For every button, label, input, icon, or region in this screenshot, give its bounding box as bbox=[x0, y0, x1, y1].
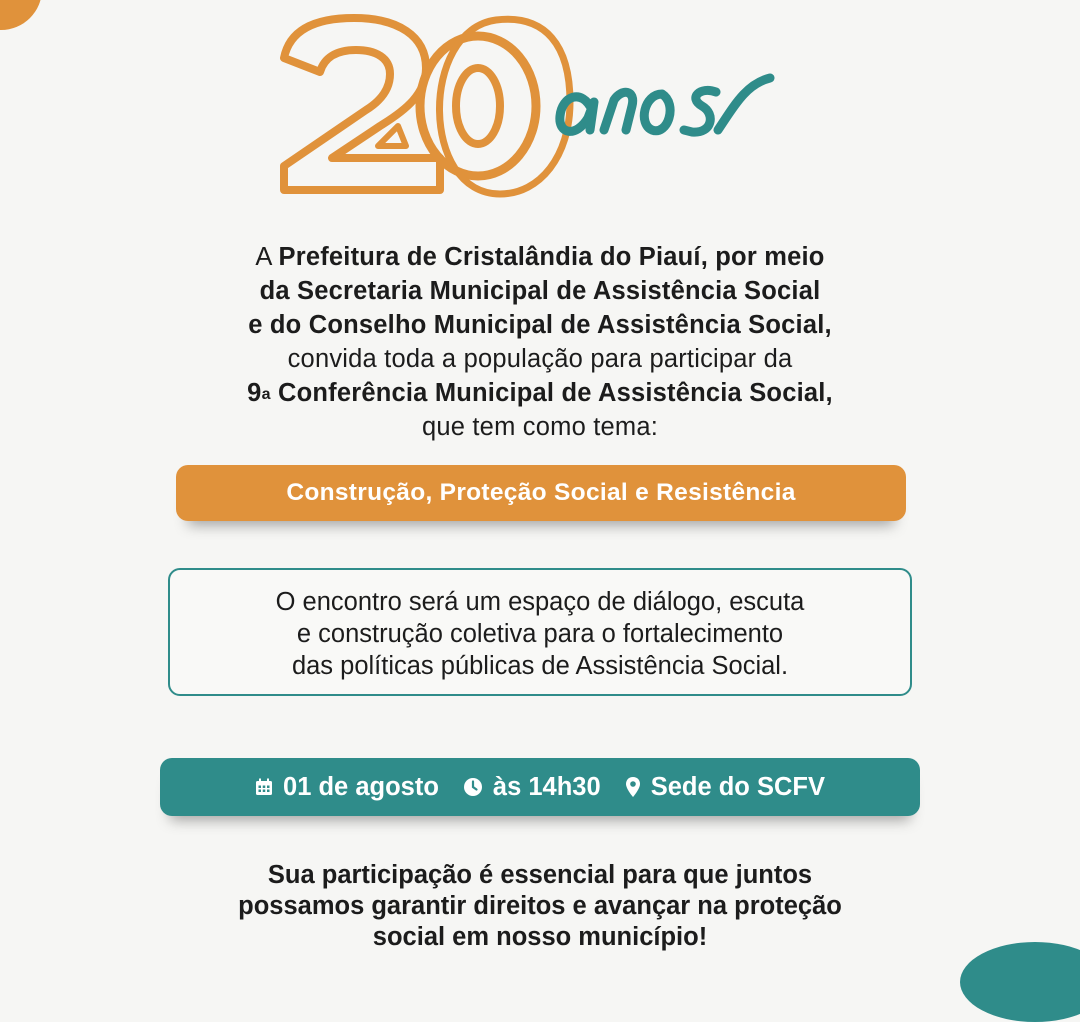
theme-banner bbox=[176, 465, 906, 521]
closing-line-3: social em nosso município! bbox=[372, 923, 708, 951]
event-date bbox=[255, 773, 439, 802]
event-date-text: 01 de agosto bbox=[283, 772, 439, 801]
intro-prefix: A bbox=[255, 243, 279, 271]
invitation-text bbox=[120, 240, 960, 444]
corner-decoration-teal bbox=[960, 942, 1080, 1022]
description-line-2: e construção coletiva para o fortalecimento bbox=[296, 620, 784, 648]
clock-icon bbox=[463, 777, 483, 797]
event-info-bar bbox=[160, 758, 920, 816]
conference-number: 9 bbox=[247, 379, 262, 407]
intro-organization: Prefeitura de Cristalândia do Piauí, por meio bbox=[278, 243, 825, 271]
calendar-icon bbox=[255, 778, 273, 796]
description-line-1: O encontro será um espaço de diálogo, escuta bbox=[275, 588, 805, 616]
closing-message bbox=[120, 860, 960, 953]
theme-label: Construção, Proteção Social e Resistência bbox=[286, 479, 796, 506]
intro-line-4: convida toda a população para participar da bbox=[287, 345, 793, 373]
intro-line-2: da Secretaria Municipal de Assistência Social bbox=[259, 277, 821, 305]
event-time bbox=[463, 773, 601, 802]
event-time-text: às 14h30 bbox=[492, 772, 601, 801]
intro-line-3: e do Conselho Municipal de Assistência Social, bbox=[248, 311, 832, 339]
event-location-text: Sede do SCFV bbox=[650, 772, 825, 801]
location-pin-icon bbox=[625, 776, 641, 798]
anniversary-logo bbox=[270, 6, 830, 206]
conference-ordinal: a bbox=[261, 386, 271, 403]
intro-line-6: que tem como tema: bbox=[421, 413, 659, 441]
event-location bbox=[625, 773, 825, 802]
description-box bbox=[168, 568, 912, 696]
description-line-3: das políticas públicas de Assistência Social. bbox=[291, 652, 789, 680]
closing-line-1: Sua participação é essencial para que juntos bbox=[267, 861, 813, 889]
conference-name: Conferência Municipal de Assistência Social, bbox=[270, 379, 833, 407]
closing-line-2: possamos garantir direitos e avançar na proteção bbox=[238, 892, 842, 920]
corner-decoration-orange bbox=[0, 0, 42, 30]
